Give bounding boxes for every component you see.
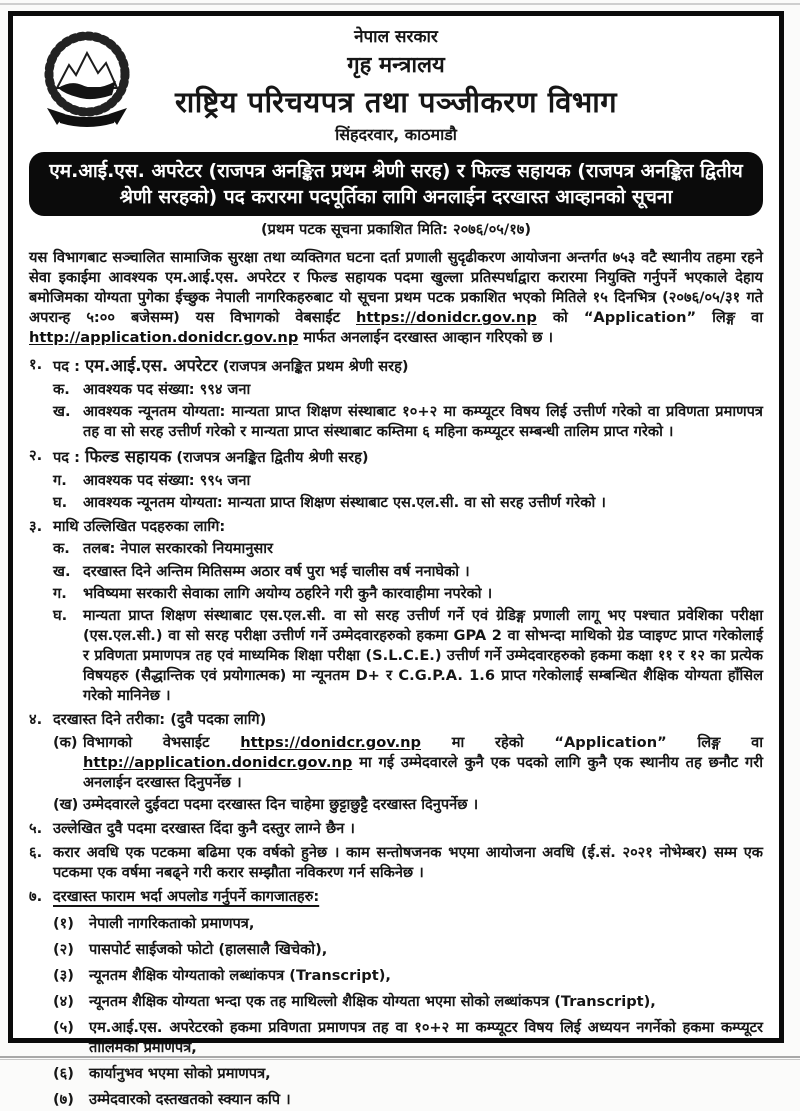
sub-key: ख. [53, 562, 71, 580]
position-class-note: (राजपत्र अनङ्कित द्वितीय श्रेणी सरह) [176, 449, 369, 467]
website-link[interactable]: https://donidcr.gov.np [240, 733, 421, 751]
item-3-heading [29, 517, 763, 537]
common-requirements-heading: माथि उल्लिखित पदहरुका लागि: [53, 518, 226, 536]
item-2-sub-a [53, 471, 763, 491]
application-link[interactable]: http://application.donidcr.gov.np [83, 753, 353, 771]
required-documents-heading: दरखास्त फाराम भर्दा अपलोड गर्नुपर्ने कागजातहरु: [53, 888, 320, 906]
application-link[interactable]: http://application.donidcr.gov.np [29, 329, 299, 347]
sub-key: (क) [53, 733, 78, 751]
item-1-sub-a [53, 380, 763, 400]
position-title-field-assistant: फिल्ड सहायक [85, 447, 172, 467]
item-number: ३. [29, 518, 43, 536]
item-7-heading [29, 887, 763, 907]
item-3-sub-d [53, 606, 763, 707]
doc-signature-scan: उम्मेदवारको दस्तखतको स्क्यान कपि । [89, 1091, 291, 1109]
item-3-sub-b [53, 562, 763, 582]
doc-key: (३) [53, 966, 74, 984]
doc-transcript: न्यूनतम शैक्षिक योग्यताको लब्धांकपत्र (Transcript), [89, 966, 391, 984]
item-2-heading [29, 446, 763, 469]
required-count-field: आवश्यक पद संख्या: ९९५ जना [83, 472, 251, 490]
intro-paragraph [29, 248, 763, 349]
grading-equivalence-note: मान्यता प्राप्त शिक्षण संस्थाबाट एस.एल.सी. वा सो सरह उत्तीर्ण गर्ने एवं ग्रेडिङ्ग प्रणाली लागू भए पश्चात प्रवेशिका परीक्षा (एस.एल.सी.) वा सो सरह परीक्षा उत्तीर्ण गर्ने उम्मेदवारहरुको हकमा GPA 2 वा सोभन्दा माथिको ग्रेड प्वाइण्ट प्राप्त गरेकोलाई र प्रविणता प्रमाणपत्र तह एवं माध्यमिक शिक्षा परीक्षा (S.L.C.E.) उत्तीर्ण गर्ने उम्मेदवारहरुको हकमा कक्षा ११ र १२ का प्रत्येक विषयहरु (सैद्धान्तिक एवं प्रयोगात्मक) मा न्यूनतम D+ र C.G.P.A. 1.6 प्राप्त गरेकोलाई सम्बन्धित शैक्षिक योग्यता हाँसिल गरेको मानिनेछ । [83, 606, 763, 705]
item-3-sub-c [53, 584, 763, 604]
age-limit-note: दरखास्त दिने अन्तिम मितिसम्म अठार वर्ष पुरा भई चालीस वर्ष ननाघेको । [83, 562, 470, 580]
item-number: ७. [29, 888, 43, 906]
item-6 [29, 843, 763, 883]
doc-item-4 [53, 992, 763, 1012]
doc-key: (५) [53, 1019, 74, 1037]
publish-date-line: (प्रथम पटक सूचना प्रकाशित मिति: २०७६/०५/१७) [260, 221, 532, 239]
page-bottom-divider [0, 1056, 800, 1060]
application-method-heading: दरखास्त दिने तरीका: (दुवै पदका लागि) [53, 711, 267, 729]
notice-title-banner: एम.आई.एस. अपरेटर (राजपत्र अनङ्कित प्रथम श्रेणी सरह) र फिल्ड सहायक (राजपत्र अनङ्कित द्वितीय श्रेणी सरहको) पद करारमा पदपूर्तिका लागि अनलाईन दरखास्त आव्हानको सूचना [29, 152, 763, 216]
doc-item-5 [53, 1018, 763, 1058]
separate-application-note: उम्मेदवारले दुईवटा पदमा दरखास्त दिन चाहेमा छुट्टाछुट्टै दरखास्त दिनुपर्नेछ । [83, 795, 479, 813]
doc-key: (२) [53, 940, 74, 958]
item-4-heading [29, 710, 763, 730]
notice-border-box [8, 11, 784, 1109]
method-text-3: मा गई उम्मेदवारले कुनै एक पदको लागि कुनै एक स्थानीय तह छनौट गरी अनलाईन दरखास्त दिनुपर्नेछ । [83, 753, 763, 791]
sub-key: ख. [53, 403, 71, 421]
sub-key: (ख) [53, 795, 79, 813]
position-class-note: (राजपत्र अनङ्कित प्रथम श्रेणी सरह) [222, 358, 409, 376]
doc-item-7 [53, 1090, 763, 1110]
intro-text-3: मार्फत अनलाईन दरखास्त आव्हान गरिएको छ । [298, 329, 554, 347]
doc-item-3 [53, 966, 763, 986]
disqualification-note: भविष्यमा सरकारी सेवाका लागि अयोग्य ठहरिने गरी कुनै कारवाहीमा नपरेको । [83, 584, 493, 602]
doc-key: (७) [53, 1091, 74, 1109]
sub-key: क. [53, 540, 70, 558]
doc-key: (४) [53, 992, 74, 1010]
contract-period-note: करार अवधि एक पटकमा बढिमा एक वर्षको हुनेछ । काम सन्तोषजनक भएमा आयोजना अवधि (ई.सं. २०२१ नोभेम्बर) सम्म एक पटकमा एक वर्षमा नबढ्ने गरी करार सम्झौता नविकरण गर्न सकिनेछ । [53, 844, 763, 882]
doc-citizenship: नेपाली नागरिकताको प्रमाणपत्र, [89, 914, 255, 932]
doc-experience: कार्यानुभव भएमा सोको प्रमाणपत्र, [89, 1065, 271, 1083]
item-5 [29, 819, 763, 839]
doc-photo: पासपोर्ट साईजको फोटो (हालसालै खिचेको), [89, 940, 328, 958]
doc-key: (६) [53, 1065, 74, 1083]
required-documents-list [29, 914, 763, 1111]
sub-key: ग. [53, 472, 67, 490]
position-title-mis-operator: एम.आई.एस. अपरेटर [85, 356, 218, 376]
no-fee-note: उल्लेखित दुवै पदमा दरखास्त दिंदा कुनै दस्तुर लाग्ने छैन । [53, 820, 355, 838]
government-title: नेपाल सरकार [354, 27, 438, 47]
ministry-title: गृह मन्त्रालय [347, 53, 445, 78]
page-top-divider [0, 3, 800, 5]
required-count-mis: आवश्यक पद संख्या: ९९४ जना [83, 380, 251, 398]
item-number: ४. [29, 711, 43, 729]
sub-key: ग. [53, 584, 67, 602]
item-1-heading [29, 355, 763, 378]
department-title: राष्ट्रिय परिचयपत्र तथा पञ्जीकरण विभाग [174, 85, 618, 119]
salary-note: तलब: नेपाल सरकारको नियमानुसार [83, 540, 274, 558]
sub-key: क. [53, 380, 70, 398]
item-number: ६. [29, 844, 43, 862]
item-2-sub-b [53, 493, 763, 513]
item-4-sub-a [53, 733, 763, 793]
doc-item-1 [53, 914, 763, 934]
doc-item-2 [53, 940, 763, 960]
item-number: १. [29, 356, 43, 374]
item-number: ५. [29, 820, 43, 838]
position-label: पद : [53, 358, 80, 376]
qualification-field: आवश्यक न्यूनतम योग्यता: मान्यता प्राप्त शिक्षण संस्थाबाट एस.एल.सी. वा सो सरह उत्तीर्ण गरेको । [83, 494, 606, 512]
qualification-mis: आवश्यक न्यूनतम योग्यता: मान्यता प्राप्त शिक्षण संस्थाबाट १०+२ मा कम्प्यूटर विषय लिई उत्तीर्ण गरेको वा प्रविणता प्रमाणपत्र तह वा सो सरह उत्तीर्ण गरेको र मान्यता प्राप्त संस्थाबाट कम्तिमा ६ महिना कम्प्यूटर सम्बन्धी तालिम प्राप्त गरेको । [83, 403, 763, 441]
nepal-government-emblem-icon [37, 28, 137, 134]
item-3-sub-a [53, 539, 763, 559]
doc-higher-transcript: न्यूनतम शैक्षिक योग्यता भन्दा एक तह माथिल्लो शैक्षिक योग्यता भएमा सोको लब्धांकपत्र (Transcript), [89, 992, 656, 1010]
item-number: २. [29, 447, 43, 465]
item-4-sub-b [53, 795, 763, 815]
sub-key: घ. [53, 606, 68, 624]
sub-key: घ. [53, 494, 68, 512]
intro-text-2: को “Application” लिङ्ग वा [536, 308, 763, 326]
department-address: सिंहदरवार, काठमाडौ [335, 125, 457, 144]
item-1-sub-b [53, 402, 763, 442]
method-text-2: मा रहेको “Application” लिङ्ग वा [420, 733, 763, 751]
intro-text-1: यस विभागबाट सञ्चालित सामाजिक सुरक्षा तथा व्यक्तिगत घटना दर्ता प्रणाली सुदृढीकरण आयोजना अन्तर्गत ७५३ वटै स्थानीय तहमा रहने सेवा इकाईमा आवश्यक एम.आई.एस. अपरेटर र फिल्ड सहायक पदमा खुल्ला प्रतिस्पर्धाद्वारा करारमा नियुक्ति गर्नुपर्ने भएकाले देहाय बमोजिमका योग्यता पुगेका ईच्छुक नेपाली नागरिकहरुबाट यो सूचना प्रथम पटक प्रकाशित भएको मितिले १५ दिनभित्र (२०७६/०५/३१ गते अपरान्ह ५:०० बजेसम्म) यस विभागको वेबसाईट [29, 248, 763, 326]
letterhead [29, 22, 763, 145]
website-link[interactable]: https://donidcr.gov.np [356, 308, 537, 326]
position-label: पद : [53, 449, 80, 467]
doc-item-6 [53, 1064, 763, 1084]
method-text-1: विभागको वेभसाईट [83, 733, 241, 751]
doc-computer-training: एम.आई.एस. अपरेटरको हकमा प्रविणता प्रमाणपत्र तह वा १०+२ मा कम्प्यूटर विषय लिई अध्ययन नगर्नेको हकमा कम्प्यूटर तालिमको प्रमाणपत्र, [89, 1019, 763, 1057]
doc-key: (१) [53, 914, 74, 932]
